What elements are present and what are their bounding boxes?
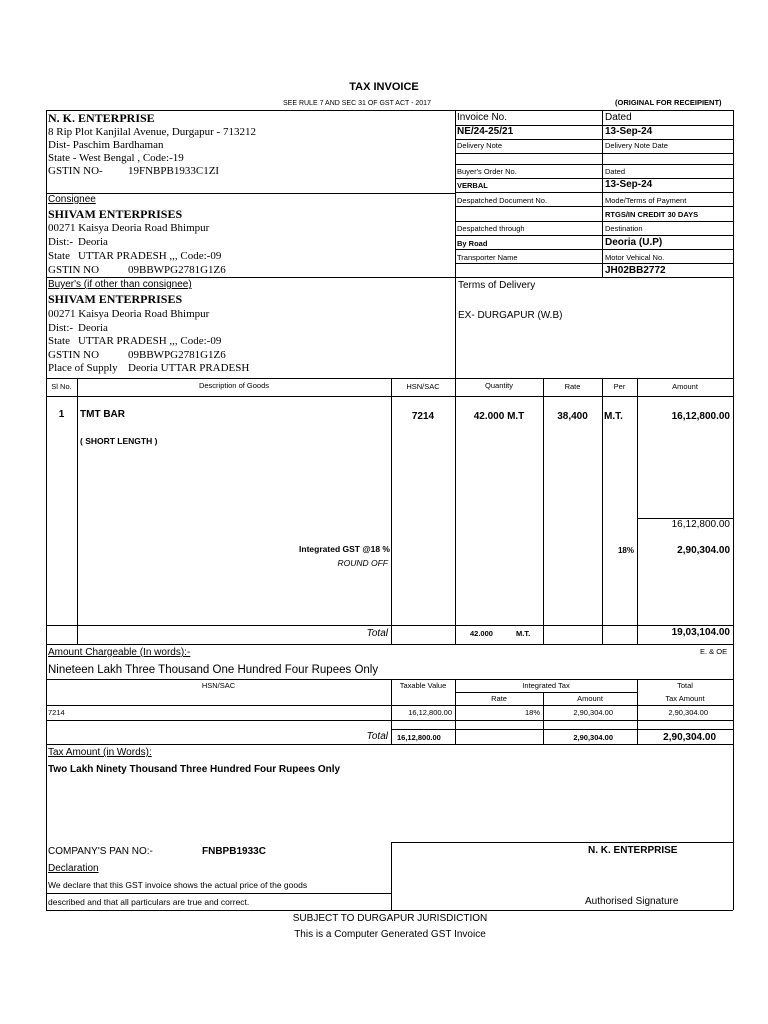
hr-details-5	[455, 178, 733, 179]
seller-district: Dist- Paschim Bardhaman	[48, 139, 164, 151]
despatch-through: By Road	[457, 239, 488, 248]
consignee-heading: Consignee	[48, 194, 96, 205]
buyer-district: Deoria	[78, 322, 108, 334]
consignee-district: Deoria	[78, 236, 108, 248]
item-desc-note: ( SHORT LENGTH )	[80, 436, 158, 446]
hr-details-4	[455, 164, 733, 165]
item-qty: 42.000 M.T	[473, 411, 525, 422]
col-header-rate: Rate	[564, 382, 581, 391]
seller-address: 8 Rip Plot Kanjilal Avenue, Durgapur - 713212	[48, 126, 256, 138]
order-date: 13-Sep-24	[605, 179, 653, 190]
order-dated-label: Dated	[605, 167, 626, 176]
buyer-district-label: Dist:-	[48, 322, 74, 334]
amount-words: Nineteen Lakh Three Thousand One Hundred Four Rupees Only	[48, 664, 379, 676]
tax-header-amount: Amount	[577, 694, 603, 703]
item-hsn: 7214	[411, 411, 435, 422]
border-left	[46, 110, 47, 910]
delivery-note-date-label: Delivery Note Date	[605, 141, 668, 150]
tax-total-taxable: 16,12,800.00	[397, 733, 441, 742]
hr-details-9	[455, 235, 733, 236]
col-header-sl: Sl No.	[51, 382, 72, 391]
item-amount: 16,12,800.00	[671, 411, 730, 422]
tax-header-integrated: Integrated Tax	[522, 681, 570, 690]
item-rate: 38,400	[557, 411, 588, 422]
buyer-gstin: 09BBWPG2781G1Z6	[128, 349, 226, 361]
pan-number: FNBPB1933C	[202, 846, 266, 857]
hr-tax-header-bottom	[46, 705, 733, 706]
place-of-supply-label: Place of Supply	[48, 362, 118, 374]
hr-tax-row-bottom	[46, 720, 733, 721]
seller-name: N. K. ENTERPRISE	[48, 111, 155, 125]
terms-of-delivery-label: Terms of Delivery	[458, 280, 536, 291]
invoice-date: 13-Sep-24	[605, 126, 653, 137]
consignee-name: SHIVAM ENTERPRISES	[48, 207, 183, 221]
consignee-state: UTTAR PRADESH ,,, Code:-09	[78, 250, 222, 262]
tax-total-label: Total	[366, 731, 388, 742]
tax-header-total-amount: Tax Amount	[665, 694, 705, 703]
hr-details-6	[455, 192, 733, 193]
total-label: Total	[366, 628, 388, 639]
col-header-per: Per	[613, 382, 626, 391]
hr-items-header-bottom	[46, 396, 733, 397]
declaration-line-1: We declare that this GST invoice shows the actual price of the goods	[48, 880, 308, 890]
col-header-amount: Amount	[672, 382, 698, 391]
tax-words-label: Tax Amount (in Words):	[48, 747, 152, 758]
hr-tax-total-bottom	[46, 744, 733, 745]
tax-header-hsn: HSN/SAC	[201, 681, 236, 690]
tax-row-amount: 2,90,304.00	[573, 708, 613, 717]
seller-gstin: 19FNBPB1933C1ZI	[128, 165, 220, 177]
round-off-label: ROUND OFF	[337, 558, 388, 568]
vehicle-label: Motor Vehical No.	[605, 253, 665, 262]
buyers-order-label: Buyer's Order No.	[457, 167, 517, 176]
gst-rate: 18%	[617, 546, 634, 555]
eoe-label: E. & OE	[700, 647, 728, 656]
delivery-note-label: Delivery Note	[457, 141, 503, 150]
copy-label: (ORIGINAL FOR RECEIPIENT)	[615, 98, 722, 107]
declaration-label: Declaration	[48, 863, 99, 874]
tax-header-taxable: Taxable Value	[399, 681, 447, 690]
tax-total-amount: 2,90,304.00	[573, 733, 613, 742]
invoice-title: TAX INVOICE	[349, 81, 419, 93]
authorised-signature: Authorised Signature	[585, 896, 679, 907]
consignee-address: 00271 Kaisya Deoria Road Bhimpur	[48, 222, 210, 234]
dated-label: Dated	[605, 112, 632, 123]
col-header-desc: Description of Goods	[198, 381, 270, 390]
tax-total-total: 2,90,304.00	[663, 732, 716, 743]
terms-of-delivery: EX- DURGAPUR (W.B)	[458, 310, 563, 321]
vl-footer	[391, 842, 392, 910]
hr-declaration-line-1	[46, 893, 391, 894]
destination-label: Destination	[605, 224, 643, 233]
consignee-gstin: 09BBWPG2781G1Z6	[128, 264, 226, 276]
despatch-doc-label: Despatched Document No.	[457, 196, 548, 205]
hr-consignee-top	[46, 193, 455, 194]
subtotal-amount: 16,12,800.00	[671, 519, 730, 530]
vl-sl	[77, 378, 78, 644]
tax-header-total: Total	[677, 681, 693, 690]
buyer-heading: Buyer's (if other than consignee)	[48, 279, 192, 290]
despatch-through-label: Despatched through	[457, 224, 525, 233]
payment-terms: RTGS/IN CREDIT 30 DAYS	[605, 210, 699, 219]
jurisdiction-note: SUBJECT TO DURGAPUR JURISDICTION	[292, 913, 488, 924]
payment-terms-label: Mode/Terms of Payment	[605, 196, 687, 205]
transporter-label: Transporter Name	[457, 253, 518, 262]
pan-label: COMPANY'S PAN NO:-	[48, 846, 153, 857]
border-right	[733, 110, 734, 910]
hr-details-7	[455, 206, 733, 207]
col-header-hsn: HSN/SAC	[406, 382, 440, 391]
total-unit: M.T.	[516, 629, 531, 638]
hr-tax-sub	[455, 692, 637, 693]
col-divider-top	[455, 110, 456, 378]
tax-words: Two Lakh Ninety Thousand Three Hundred Four Rupees Only	[48, 764, 341, 775]
border-bottom	[46, 910, 733, 911]
computer-generated-note: This is a Computer Generated GST Invoice	[294, 929, 486, 940]
hr-tax-top	[46, 679, 733, 680]
buyer-state-label: State	[48, 335, 70, 347]
details-divider	[602, 110, 603, 277]
gst-rule-reference: SEE RULE 7 AND SEC 31 OF GST ACT - 2017	[283, 100, 431, 107]
consignee-state-label: State	[48, 250, 70, 262]
tax-row-hsn: 7214	[48, 708, 65, 717]
col-header-qty: Quantity	[485, 381, 513, 390]
place-of-supply: Deoria UTTAR PRADESH	[128, 362, 250, 374]
total-qty: 42.000	[470, 629, 493, 638]
total-amount: 19,03,104.00	[671, 627, 730, 638]
hr-tax-total-top	[391, 729, 733, 730]
buyer-gstin-label: GSTIN NO	[48, 349, 100, 361]
gst-amount: 2,90,304.00	[677, 545, 730, 556]
tax-row-taxable: 16,12,800.00	[408, 708, 452, 717]
invoice-no-label: Invoice No.	[457, 112, 508, 123]
signatory-company: N. K. ENTERPRISE	[588, 845, 678, 856]
buyer-state: UTTAR PRADESH ,,, Code:-09	[78, 335, 222, 347]
destination: Deoria (U.P)	[605, 237, 663, 248]
hr-footer-top	[391, 842, 733, 843]
consignee-district-label: Dist:-	[48, 236, 74, 248]
declaration-line-2: described and that all particulars are true and correct.	[48, 897, 250, 907]
hr-details-10	[455, 249, 733, 250]
hr-buyer-top	[46, 277, 733, 278]
hr-details-2	[455, 139, 733, 140]
consignee-gstin-label: GSTIN NO	[48, 264, 100, 276]
vehicle-no: JH02BB2772	[605, 265, 666, 276]
item-sl: 1	[58, 409, 65, 420]
amount-words-label: Amount Chargeable (In words):-	[48, 647, 191, 658]
buyer-address: 00271 Kaisya Deoria Road Bhimpur	[48, 308, 210, 320]
tax-header-rate: Rate	[491, 694, 507, 703]
hr-total-top	[46, 625, 733, 626]
tax-row-total: 2,90,304.00	[668, 708, 708, 717]
hr-details-3	[455, 153, 733, 154]
tax-row-rate: 18%	[524, 708, 540, 717]
buyer-name: SHIVAM ENTERPRISES	[48, 292, 183, 306]
seller-gstin-label: GSTIN NO-	[48, 165, 103, 177]
seller-state: State - West Bengal , Code:-19	[48, 152, 184, 164]
item-desc: TMT BAR	[80, 409, 125, 420]
hr-total-bottom	[46, 644, 733, 645]
gst-label: Integrated GST @18 %	[299, 544, 390, 554]
item-per: M.T.	[604, 411, 623, 422]
hr-details-8	[455, 221, 733, 222]
invoice-no: NE/24-25/21	[457, 126, 514, 137]
hr-items-header-top	[46, 378, 733, 379]
vl-rate	[602, 378, 603, 644]
hr-details-11	[455, 263, 733, 264]
buyers-order: VERBAL	[457, 181, 488, 190]
